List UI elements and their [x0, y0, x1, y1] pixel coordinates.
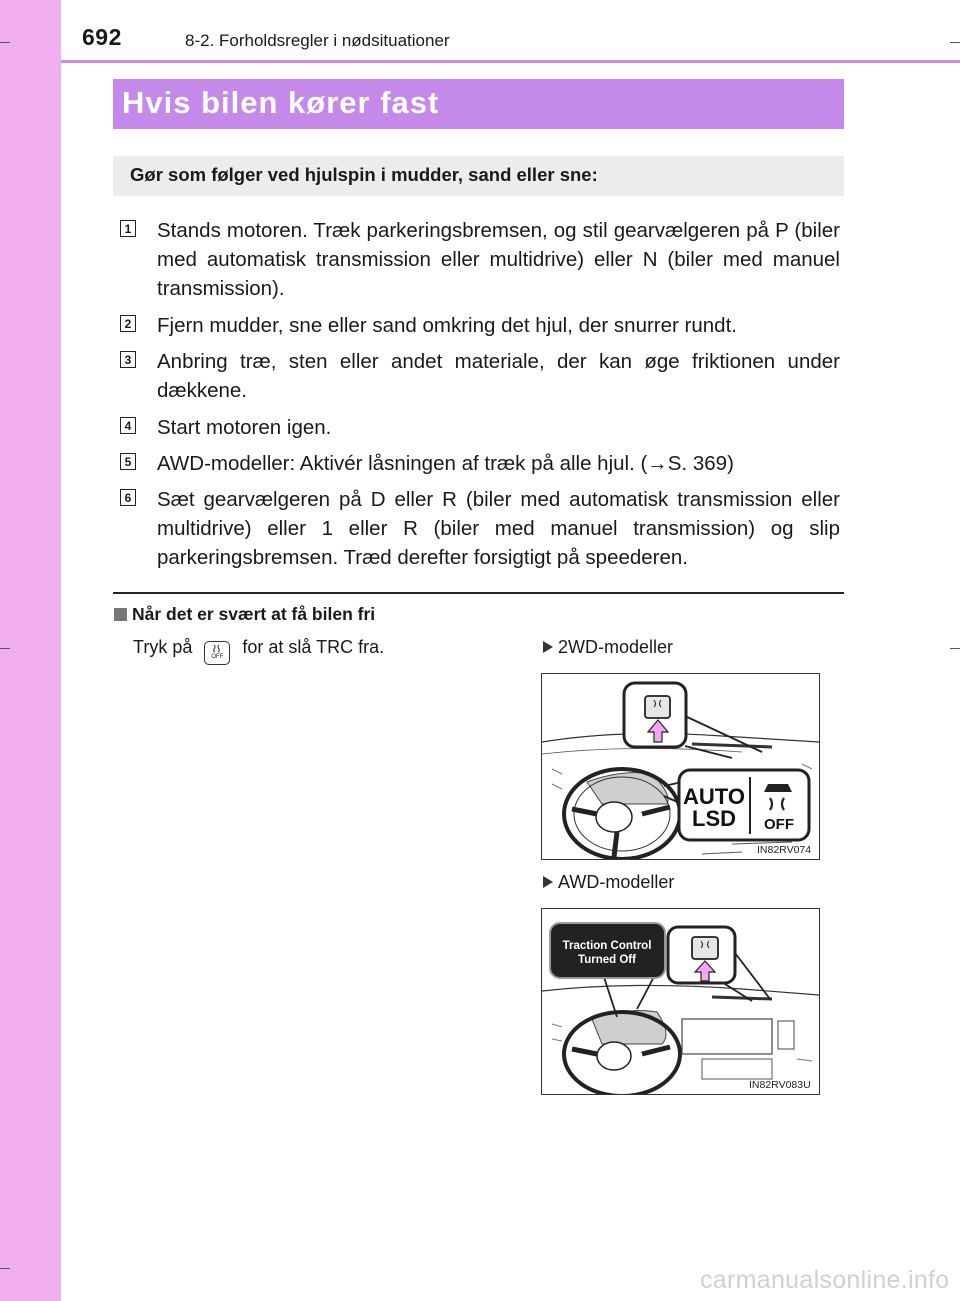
trc-off-button-icon — [204, 641, 230, 665]
step-item — [120, 311, 840, 340]
side-tab-band — [0, 0, 61, 1301]
page-header — [0, 0, 960, 62]
page-number: 692 — [82, 24, 122, 50]
step-number: 1 — [120, 220, 136, 237]
crop-mark — [950, 648, 960, 649]
crop-mark — [0, 648, 10, 649]
triangle-bullet-icon — [543, 876, 553, 888]
header-rule — [61, 60, 960, 63]
triangle-bullet-icon — [543, 641, 553, 653]
chapter-title: 8-2. Forholdsregler i nødsituationer — [185, 31, 450, 50]
section-title-text: Når det er svært at få bilen fri — [132, 604, 376, 624]
step-item — [120, 413, 840, 442]
step-text: Start motoren igen. — [157, 416, 332, 439]
step-number: 2 — [120, 315, 136, 332]
step-text: Fjern mudder, sne eller sand omkring det hjul, der snurrer rundt. — [157, 314, 737, 337]
step-item — [120, 485, 840, 572]
watermark: carmanualsonline.info — [700, 1266, 950, 1294]
figure-label-awd: AWD-modeller — [543, 872, 674, 893]
step-text: Anbring træ, sten eller andet materiale, der kan øge friktionen under dækkene. — [157, 350, 840, 402]
step-item — [120, 347, 840, 405]
section-title — [114, 604, 375, 625]
subheading: Gør som følger ved hjulspin i mudder, sand eller sne: — [113, 156, 844, 196]
section-divider — [113, 592, 844, 594]
step-text: Stands motoren. Træk parkeringsbremsen, og stil gearvælgeren på P (biler med automatisk transmission eller multidrive) eller N (biler med manuel transmission). — [157, 219, 840, 300]
crop-mark — [0, 1268, 10, 1269]
trc-button-label: OFF — [211, 654, 224, 660]
step-item — [120, 216, 840, 303]
auto-lsd-label: AUTO — [683, 784, 745, 809]
crop-mark — [0, 42, 10, 43]
figure-2wd-dashboard — [541, 673, 820, 860]
figure-awd-dashboard — [541, 908, 820, 1095]
dashboard-illustration — [542, 909, 819, 1094]
figure-code: IN82RV074 — [757, 844, 812, 856]
step-number: 3 — [120, 351, 136, 368]
trc-instruction — [133, 637, 384, 665]
off-label: OFF — [764, 816, 794, 833]
step-number: 5 — [120, 453, 136, 470]
square-bullet-icon — [114, 608, 127, 621]
svg-text:LSD: LSD — [692, 806, 736, 831]
figure-code: IN82RV083U — [749, 1079, 811, 1091]
svg-text:Turned Off: Turned Off — [578, 954, 636, 966]
step-text: AWD-modeller: Aktivér låsningen af træk på alle hjul. (→S. 369) — [157, 452, 734, 475]
step-number: 6 — [120, 489, 136, 506]
step-number: 4 — [120, 417, 136, 434]
crop-mark — [950, 42, 960, 43]
traction-message: Traction Control — [562, 940, 652, 952]
instruction-after: for at slå TRC fra. — [242, 637, 385, 657]
instruction-before: Tryk på — [133, 637, 193, 657]
dashboard-illustration — [542, 674, 819, 859]
page-title: Hvis bilen kører fast — [113, 79, 844, 129]
step-item — [120, 449, 840, 478]
step-text: Sæt gearvælgeren på D eller R (biler med automatisk transmission eller multidrive) eller 1 eller R (biler med manuel transmission) og slip parkeringsbremsen. Træd derefter forsigtigt på speederen. — [157, 488, 840, 569]
figure-label-2wd: 2WD-modeller — [543, 637, 673, 658]
